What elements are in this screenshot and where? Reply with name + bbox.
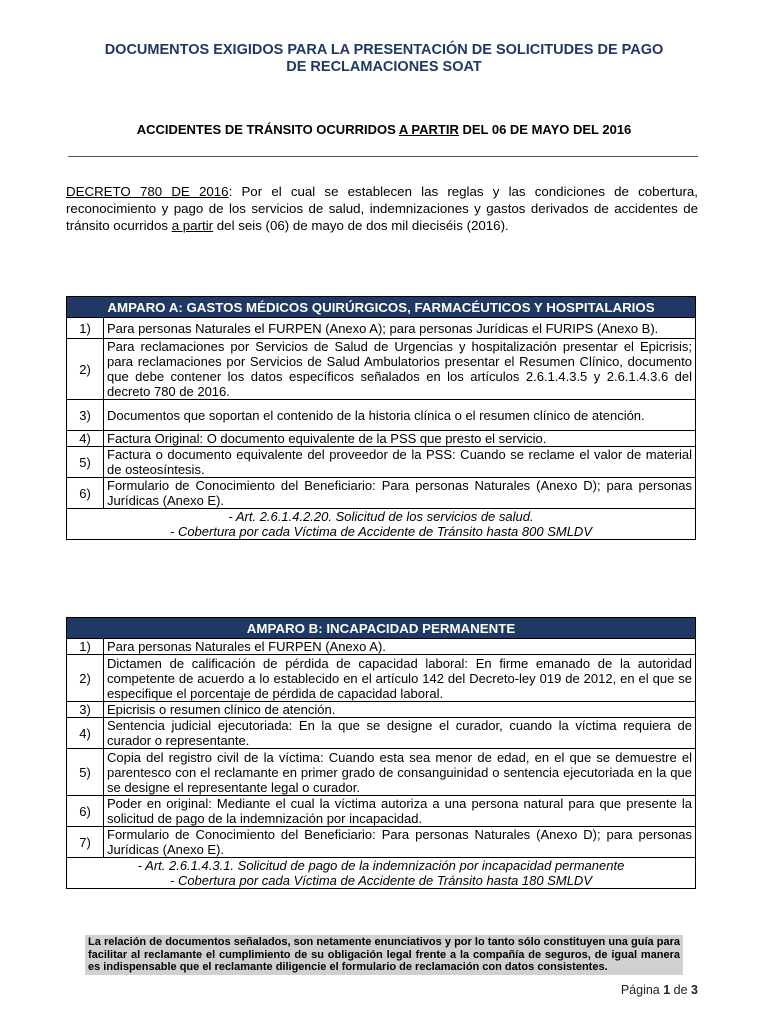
amparo-a-header: AMPARO A: GASTOS MÉDICOS QUIRÚRGICOS, FARMACÉUTICOS Y HOSPITALARIOS xyxy=(67,297,696,318)
row-number: 4) xyxy=(67,431,104,447)
table-row xyxy=(67,447,696,478)
table-row xyxy=(67,639,696,655)
disclaimer-note: La relación de documentos señalados, son netamente enunciativos y por lo tanto sólo constituyen una guía para facilitar al reclamante el cumplimiento de su obligación legal frente a la compañía de seguros, de igual manera es indispensable que el reclamante diligencie el formulario de reclamación con datos consistentes. xyxy=(85,935,683,975)
page-label: Página xyxy=(620,983,664,997)
row-number: 4) xyxy=(67,718,104,749)
table-row xyxy=(67,796,696,827)
row-text: Documentos que soportan el contenido de la historia clínica o el resumen clínico de atención. xyxy=(104,400,696,431)
row-text: Copia del registro civil de la víctima: Cuando esta sea menor de edad, en el que se demuestre el parentesco con el reclamante en primer grado de consanguinidad o sentencia ejecutoriada en la que se designe el representante legal o curador. xyxy=(104,749,696,796)
page-separator: de xyxy=(670,983,692,997)
row-text: Factura o documento equivalente del proveedor de la PSS: Cuando se reclame el valor de material de osteosíntesis. xyxy=(104,447,696,478)
row-number: 1) xyxy=(67,639,104,655)
row-number: 6) xyxy=(67,796,104,827)
page-current: 1 xyxy=(663,983,671,997)
title-line-2: DE RECLAMACIONES SOAT xyxy=(286,59,482,75)
amparo-b-notes xyxy=(67,858,696,889)
decreto-underlined: a partir xyxy=(171,218,214,233)
table-row xyxy=(67,718,696,749)
table-row xyxy=(67,400,696,431)
row-number: 5) xyxy=(67,447,104,478)
decreto-label: DECRETO 780 DE 2016 xyxy=(66,184,229,199)
row-number: 2) xyxy=(67,655,104,702)
decreto-paragraph xyxy=(66,183,698,234)
row-number: 3) xyxy=(67,400,104,431)
decreto-text-pre: : Por el cual se establecen las reglas y las condiciones de cobertura, reconocimiento y pago de los servicios de salud, indemnizaciones y gastos derivados de accidentes de tránsito ocurridos xyxy=(66,184,698,233)
row-text: Para personas Naturales el FURPEN (Anexo A). xyxy=(104,639,696,655)
row-text: Formulario de Conocimiento del Beneficiario: Para personas Naturales (Anexo D); para personas Jurídicas (Anexo E). xyxy=(104,827,696,858)
row-number: 5) xyxy=(67,749,104,796)
row-number: 1) xyxy=(67,318,104,339)
row-text: Factura Original: O documento equivalente de la PSS que presto el servicio. xyxy=(104,431,696,447)
row-text: Epicrisis o resumen clínico de atención. xyxy=(104,702,696,718)
row-text: Poder en original: Mediante el cual la víctima autoriza a una persona natural para que presente la solicitud de pago de la indemnización por incapacidad. xyxy=(104,796,696,827)
table-row xyxy=(67,702,696,718)
table-row xyxy=(67,318,696,339)
row-number: 7) xyxy=(67,827,104,858)
amparo-a-table xyxy=(66,296,696,540)
row-text: Para personas Naturales el FURPEN (Anexo A); para personas Jurídicas el FURIPS (Anexo B). xyxy=(104,318,696,339)
subtitle-underlined: A PARTIR xyxy=(398,122,459,137)
amparo-b-note-1: - Art. 2.6.1.4.3.1. Solicitud de pago de la indemnización por incapacidad permanente xyxy=(137,858,625,873)
amparo-b-note-2: - Cobertura por cada Víctima de Accidente de Tránsito hasta 180 SMLDV xyxy=(170,873,592,888)
amparo-a-note-2: - Cobertura por cada Víctima de Accidente de Tránsito hasta 800 SMLDV xyxy=(170,524,592,539)
page-total: 3 xyxy=(691,983,698,997)
row-text: Dictamen de calificación de pérdida de capacidad laboral: En firme emanado de la autoridad competente de acuerdo a lo establecido en el artículo 142 del Decreto-ley 019 de 2012, en el que se especifique el porcentaje de pérdida de capacidad laboral. xyxy=(104,655,696,702)
table-row xyxy=(67,478,696,509)
document-title xyxy=(40,42,728,76)
row-text: Formulario de Conocimiento del Beneficiario: Para personas Naturales (Anexo D); para personas Jurídicas (Anexo E). xyxy=(104,478,696,509)
table-row xyxy=(67,339,696,400)
amparo-b-header: AMPARO B: INCAPACIDAD PERMANENTE xyxy=(67,618,696,639)
horizontal-rule xyxy=(68,156,698,157)
row-text: Sentencia judicial ejecutoriada: En la que se designe el curador, cuando la víctima requiera de curador o representante. xyxy=(104,718,696,749)
table-row xyxy=(67,655,696,702)
table-row xyxy=(67,431,696,447)
decreto-text-post: del seis (06) de mayo de dos mil dieciséis (2016). xyxy=(213,218,509,233)
amparo-b-table xyxy=(66,617,696,889)
table-row xyxy=(67,749,696,796)
amparo-a-notes xyxy=(67,509,696,540)
document-subtitle xyxy=(60,122,708,137)
row-number: 2) xyxy=(67,339,104,400)
row-number: 6) xyxy=(67,478,104,509)
amparo-a-note-1: - Art. 2.6.1.4.2.20. Solicitud de los servicios de salud. xyxy=(228,509,534,524)
row-text: Para reclamaciones por Servicios de Salud de Urgencias y hospitalización presentar el Epicrisis; para reclamaciones por Servicios de Salud Ambulatorios presentar el Resumen Clínico, documento que debe contener los datos específicos señalados en los artículos 2.6.1.4.3.5 y 2.6.1.4.3.6 del decreto 780 de 2016. xyxy=(104,339,696,400)
page-number xyxy=(621,983,698,997)
table-row xyxy=(67,827,696,858)
subtitle-post: DEL 06 DE MAYO DEL 2016 xyxy=(458,122,632,137)
title-line-1: DOCUMENTOS EXIGIDOS PARA LA PRESENTACIÓN DE SOLICITUDES DE PAGO xyxy=(104,42,664,58)
row-number: 3) xyxy=(67,702,104,718)
subtitle-pre: ACCIDENTES DE TRÁNSITO OCURRIDOS xyxy=(136,122,399,137)
